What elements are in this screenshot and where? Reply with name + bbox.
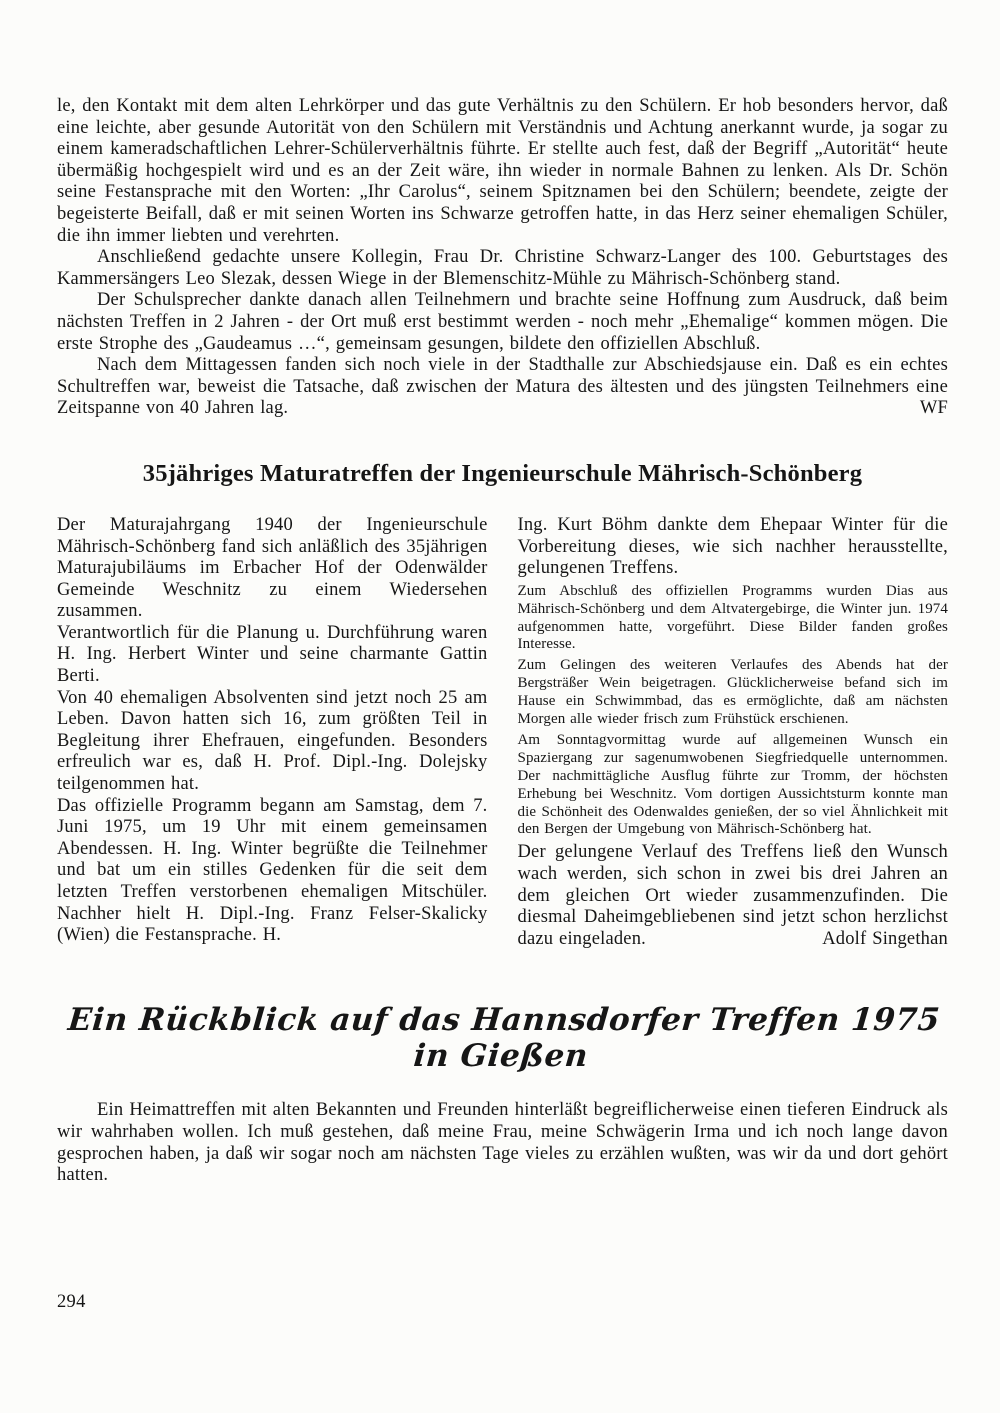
intro-article <box>57 96 948 420</box>
right-lead-paragraph: Ing. Kurt Böhm dankte dem Ehepaar Winter für die Vorbereitung dieses, wie sich nachher herausstellte, gelungenen Treffens. <box>517 514 948 579</box>
author-initials: WF <box>919 398 948 419</box>
intro-paragraph-3: Der Schulsprecher dankte danach allen Teilnehmern und brachte seine Hoffnung zum Ausdruck, daß beim nächsten Treffen in 2 Jahren - der Ort muß erst bestimmt werden - noch mehr „Ehemalige“ kommen mögen. Die erste Strophe des „Gaudeamus …“, gemeinsam gesungen, bildete den offiziellen Abschluß. <box>57 290 948 354</box>
right-column <box>518 515 949 950</box>
rueckblick-article <box>57 1100 948 1186</box>
intro-paragraph-4 <box>57 355 948 420</box>
left-column <box>57 515 488 950</box>
rueckblick-article-title: Ein Rückblick auf das Hannsdorfer Treffen 1975 in Gießen <box>66 1002 942 1075</box>
intro-paragraph-4-text: Nach dem Mittagessen fanden sich noch viele in der Stadthalle zur Abschiedsjause ein. Daß es ein echtes Schultreffen war, beweist die Tatsache, daß zwischen der Matura des ältesten und des jüngsten Teilnehmers eine Zeitspanne von 40 Jahren lag. <box>57 355 948 419</box>
rueckblick-paragraph: Ein Heimattreffen mit alten Bekannten und Freunden hinterläßt begreiflicherweise einen tieferen Eindruck als wir wahrhaben wollen. Ich muß gestehen, daß meine Frau, meine Schwägerin Irma und ich noch lange davon gesprochen haben, ja daß wir sogar noch am nächsten Tage vieles zu erzählen wußten, was wir da und dort gehört hatten. <box>57 1100 948 1186</box>
left-paragraph-4: Das offizielle Programm begann am Samstag, dem 7. Juni 1975, um 19 Uhr mit einem gemeinsamen Abendessen. H. Ing. Winter begrüßte die Teilnehmer und bat um ein stilles Gedenken für die seit dem letzten Treffen verstorbenen ehemaligen Mitschüler. Nachher hielt H. Dipl.-Ing. Franz Felser-Skalicky (Wien) die Festansprache. H. <box>57 795 488 946</box>
intro-paragraph-2: Anschließend gedachte unsere Kollegin, Frau Dr. Christine Schwarz-Langer des 100. Geburtstages des Kammersängers Leo Slezak, dessen Wiege in der Blemenschitz-Mühle zu Mährisch-Schönberg stand. <box>57 247 948 289</box>
page-number: 294 <box>57 1292 86 1312</box>
left-paragraph-2: Verantwortlich für die Planung u. Durchführung waren H. Ing. Herbert Winter und seine charmante Gattin Berti. <box>57 622 488 687</box>
left-paragraph-3: Von 40 ehemaligen Absolventen sind jetzt noch 25 am Leben. Davon hatten sich 16, zum größten Teil in Begleitung ihrer Ehefrauen, eingefunden. Besonders erfreulich war es, daß H. Prof. Dipl.-Ing. Dolejsky teilgenommen hat. <box>57 687 488 795</box>
left-paragraph-1: Der Maturajahrgang 1940 der Ingenieurschule Mährisch-Schönberg fand sich anläßlich des 35jährigen Maturajubiläums im Erbacher Hof der Odenwälder Gemeinde Weschnitz zu einem Wiedersehen zusammen. <box>57 514 488 622</box>
intro-paragraph-1: le, den Kontakt mit dem alten Lehrkörper und das gute Verhältnis zu den Schülern. Er hob besonders hervor, daß eine leichte, aber gesunde Autorität von den Schülern mit Verständnis und Achtung anerkannt wurde, ja sogar zu einem kameradschaftlichen Lehrer-Schülerverhältnis führte. Er stellte auch fest, daß der Begriff „Autorität“ heute übermäßig hochgespielt wird und es an der Zeit wäre, ihn wieder in normale Bahnen zu lenken. Als Dr. Schön seine Festansprache mit den Worten: „Ihr Carolus“, seinem Spitznamen bei den Schülern; beendete, zeigte der begeisterte Beifall, daß er mit seinen Worten ins Schwarze getroffen hatte, in das Herz seiner ehemaligen Schüler, die ihn immer liebten und verehrten. <box>57 96 948 246</box>
right-small-paragraph-1: Zum Abschluß des offiziellen Programms wurden Dias aus Mährisch-Schönberg und dem Altvatergebirge, die Winter jun. 1974 aufgenommen hatte, vorgeführt. Diese Bilder fanden großes Interesse. <box>517 582 948 653</box>
right-closing-paragraph <box>518 842 949 950</box>
matura-article-title: 35jähriges Maturatreffen der Ingenieurschule Mährisch-Schönberg <box>142 459 863 487</box>
author-name: Adolf Singethan <box>822 928 948 949</box>
right-small-paragraph-2: Zum Gelingen des weiteren Verlaufes des Abends hat der Bergsträßer Wein beigetragen. Glücklicherweise befand sich im Hause ein Schwimmbad, das es ermöglichte, daß am nächsten Morgen alle wieder frisch zum Frühstück erschienen. <box>517 657 948 728</box>
right-small-paragraph-3: Am Sonntagvormittag wurde auf allgemeinen Wunsch ein Spaziergang zur sagenumwobenen Siegfriedquelle unternommen. Der nachmittägliche Ausflug führte zur Tromm, der höchsten Erhebung bei Weschnitz. Vom dortigen Aussichtsturm konnte man die Schönheit des Odenwaldes genießen, der so viel Ähnlichkeit mit den Bergen der Umgebung von Mährisch-Schönberg hat. <box>517 731 948 838</box>
matura-article-body <box>57 515 948 950</box>
right-closing-text: Der gelungene Verlauf des Treffens ließ den Wunsch wach werden, sich schon in zwei bis drei Jahren an dem gleichen Ort wieder zusammenzufinden. Die diesmal Daheimgebliebenen sind jetzt schon herzlichst dazu eingeladen. <box>517 842 948 949</box>
